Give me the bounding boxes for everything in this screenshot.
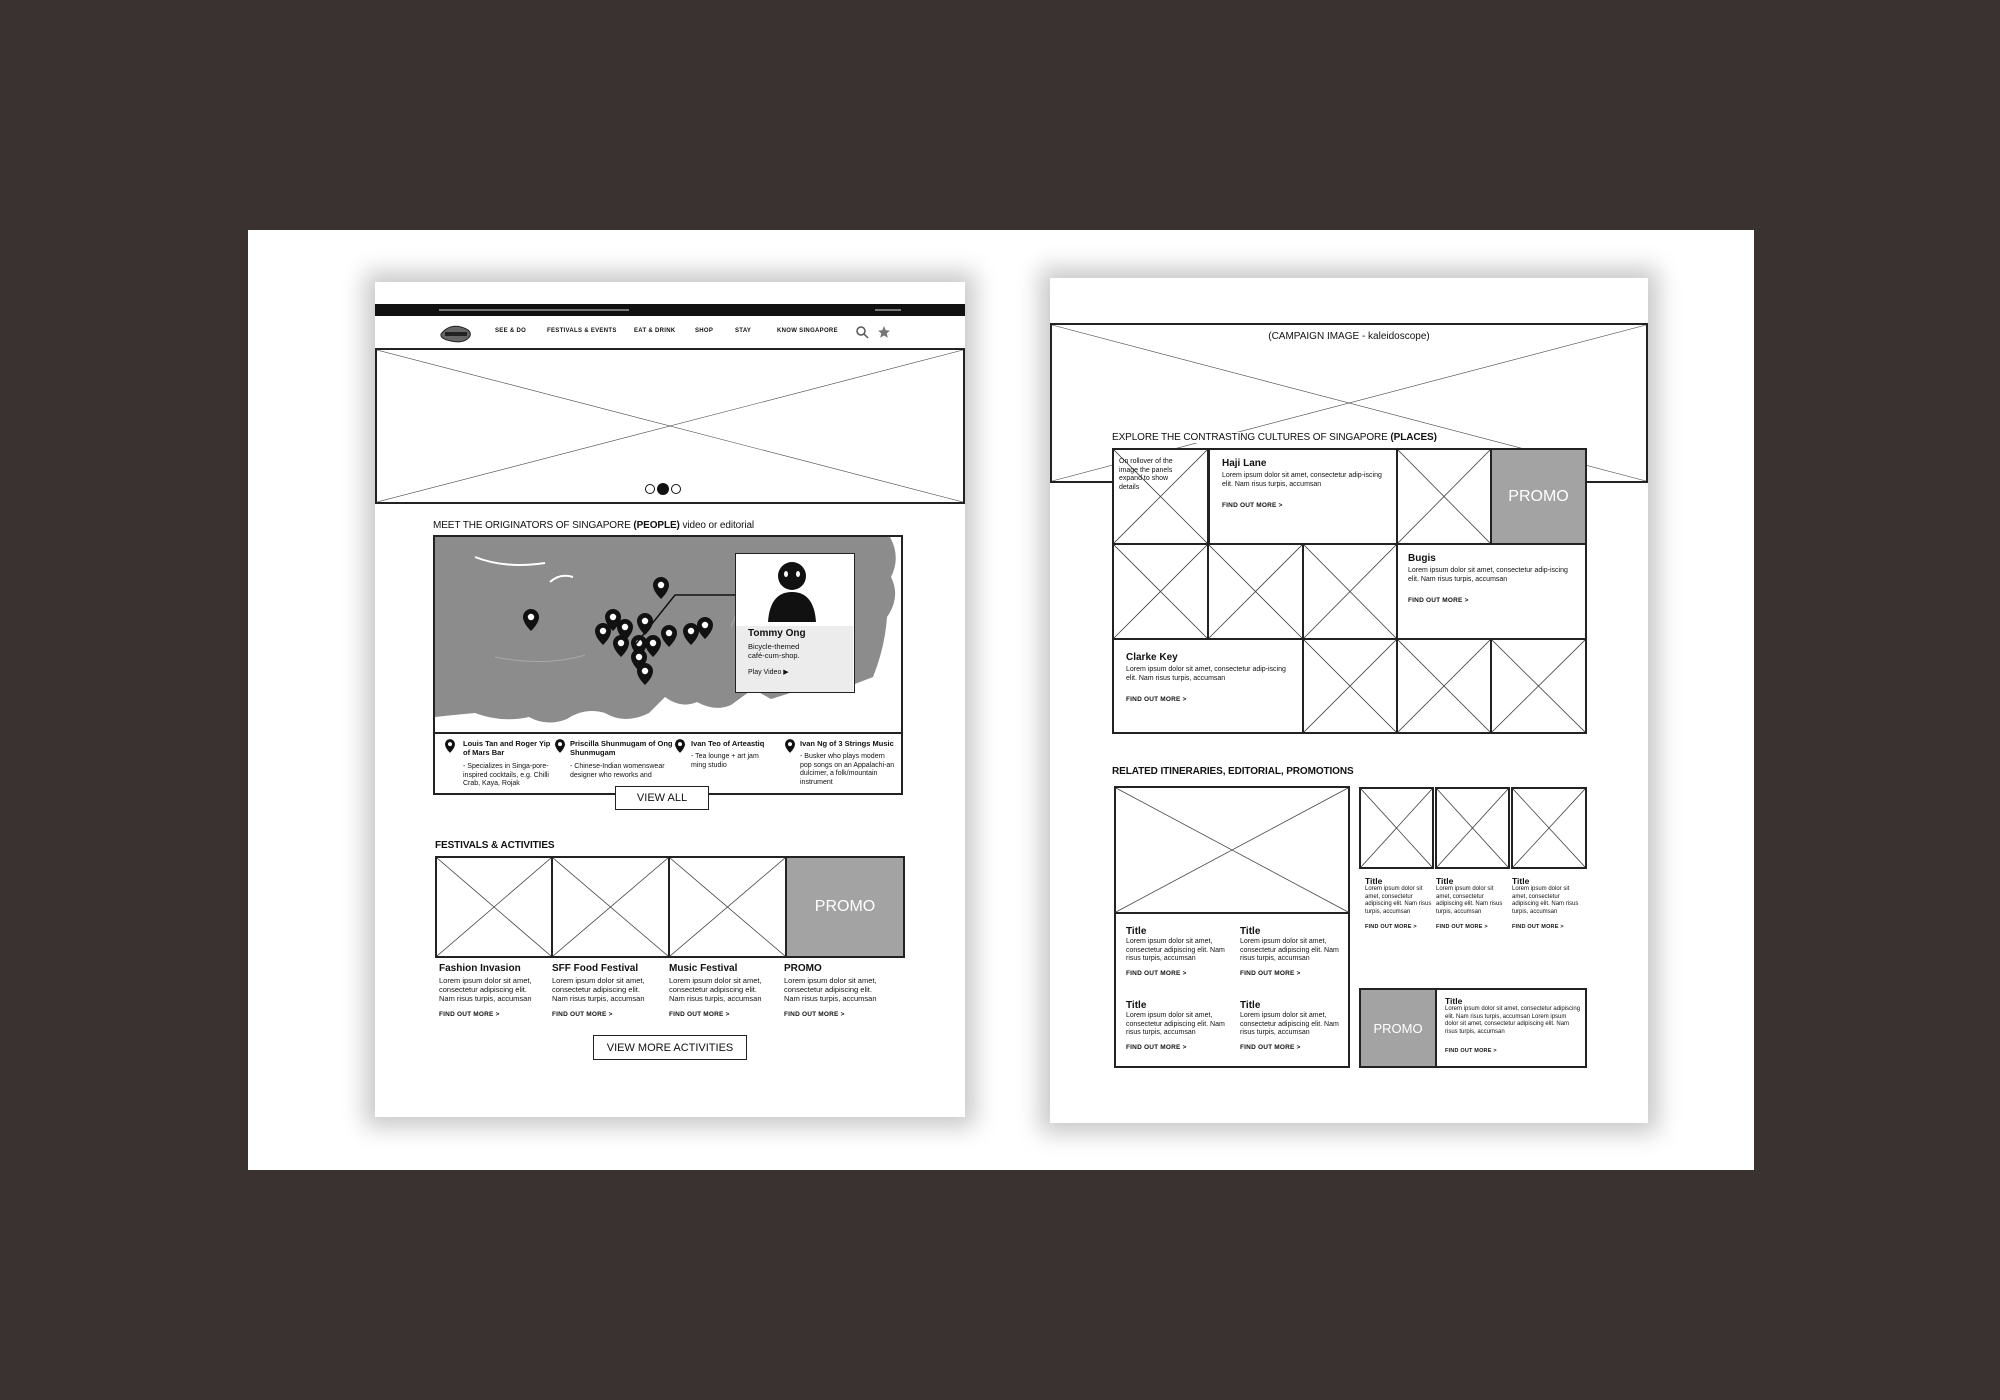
map-pin-icon[interactable] xyxy=(523,609,539,631)
related-section-title: RELATED ITINERARIES, EDITORIAL, PROMOTIONS xyxy=(1112,766,1354,777)
location-name[interactable]: Ivan Teo of Arteastiq xyxy=(691,739,765,748)
related-item-body: Lorem ipsum dolor sit amet, consectetur adipiscing elit. Nam risus turpis, accumsan Lorem ipsum dolor sit amet, consectetur adipiscing elit. Nam risus turpis, accumsan xyxy=(1445,1006,1581,1035)
related-thumb-placeholder[interactable] xyxy=(1435,787,1510,869)
location-description: - Busker who plays modern pop songs on an Appalachi-an dulcimer, a folk/mountain instrument xyxy=(800,753,895,786)
related-item-title: Title xyxy=(1126,926,1147,937)
hero-image-placeholder xyxy=(375,348,965,504)
festival-card-title: PROMO xyxy=(784,963,822,974)
related-item-title: Title xyxy=(1240,926,1261,937)
place-card-clarke-key[interactable] xyxy=(1112,638,1304,734)
festival-image-placeholder[interactable] xyxy=(435,856,553,958)
place-card-body: Lorem ipsum dolor sit amet, consectetur adip-iscing elit. Nam risus turpis, accumsan xyxy=(1222,472,1382,488)
find-out-more-link[interactable]: FIND OUT MORE > xyxy=(439,1011,500,1018)
related-small-item[interactable] xyxy=(1512,876,1582,936)
beta-banner xyxy=(375,304,965,316)
find-out-more-link[interactable]: FIND OUT MORE > xyxy=(1436,924,1488,930)
festival-card-title: SFF Food Festival xyxy=(552,963,639,974)
related-thumb-placeholder[interactable] xyxy=(1359,787,1434,869)
related-item-title: Title xyxy=(1512,876,1530,886)
related-small-item[interactable] xyxy=(1365,876,1435,936)
find-out-more-link[interactable]: FIND OUT MORE > xyxy=(1126,1044,1187,1051)
place-card-bugis[interactable] xyxy=(1396,543,1587,640)
festival-card[interactable] xyxy=(784,963,896,1023)
related-promo-strip[interactable] xyxy=(1359,988,1587,1068)
location-pin-icon xyxy=(555,739,565,753)
festival-card[interactable] xyxy=(439,963,551,1023)
related-item[interactable] xyxy=(1126,926,1232,986)
related-item-body: Lorem ipsum dolor sit amet, consectetur adipiscing elit. Nam risus turpis, accumsan xyxy=(1365,886,1432,915)
profile-card[interactable] xyxy=(735,553,855,693)
find-out-more-link[interactable]: FIND OUT MORE > xyxy=(1222,502,1283,509)
nav-item[interactable]: SEE & DO xyxy=(495,328,527,334)
profile-description: Bicycle-themed café-cum-shop. xyxy=(748,642,800,660)
places-promo-tile[interactable]: PROMO xyxy=(1490,448,1587,545)
festival-image-row xyxy=(435,856,903,958)
related-item-title: Title xyxy=(1365,876,1383,886)
map-pin-icon[interactable] xyxy=(613,635,629,657)
place-image-placeholder[interactable] xyxy=(1207,543,1304,640)
related-item-title: Title xyxy=(1436,876,1454,886)
location-pin-icon xyxy=(785,739,795,753)
find-out-more-link[interactable]: FIND OUT MORE > xyxy=(1126,696,1187,703)
search-icon[interactable] xyxy=(855,325,869,339)
related-small-item[interactable] xyxy=(1436,876,1506,936)
find-out-more-link[interactable]: FIND OUT MORE > xyxy=(784,1011,845,1018)
location-pin-icon xyxy=(445,739,455,753)
festival-image-placeholder[interactable] xyxy=(551,856,670,958)
homepage-wireframe xyxy=(375,282,965,1117)
related-promo-tile[interactable]: PROMO xyxy=(1359,988,1437,1068)
place-card-body: Lorem ipsum dolor sit amet, consectetur adip-iscing elit. Nam risus turpis, accumsan xyxy=(1408,567,1568,583)
profile-name: Tommy Ong xyxy=(748,628,806,639)
find-out-more-link[interactable]: FIND OUT MORE > xyxy=(1445,1048,1497,1054)
related-feature-panel xyxy=(1114,786,1350,1068)
find-out-more-link[interactable]: FIND OUT MORE > xyxy=(1240,970,1301,977)
related-item-title: Title xyxy=(1445,996,1463,1006)
places-section-title: EXPLORE THE CONTRASTING CULTURES OF SINGAPORE (PLACES) xyxy=(1112,432,1437,443)
related-item[interactable] xyxy=(1240,926,1346,986)
find-out-more-link[interactable]: FIND OUT MORE > xyxy=(1365,924,1417,930)
place-image-placeholder[interactable] xyxy=(1490,638,1587,734)
location-name[interactable]: Priscilla Shunmugam of Ong Shunmugam xyxy=(570,739,673,757)
location-name[interactable]: Louis Tan and Roger Yip of Mars Bar xyxy=(463,739,551,757)
related-item-body: Lorem ipsum dolor sit amet, consectetur adipiscing elit. Nam risus turpis, accumsan xyxy=(1240,938,1339,962)
related-item[interactable] xyxy=(1240,1000,1346,1060)
location-description: - Specializes in Singa-pore-inspired cocktails, e.g. Chilli Crab, Kaya, Rojak xyxy=(463,763,549,787)
nav-item[interactable]: SHOP xyxy=(695,328,714,334)
place-card-haji-lane[interactable] xyxy=(1208,448,1398,545)
people-section-title: MEET THE ORIGINATORS OF SINGAPORE (PEOPLE) video or editorial xyxy=(433,520,755,531)
main-nav xyxy=(495,328,855,340)
place-image-placeholder[interactable] xyxy=(1112,543,1209,640)
view-more-activities-button[interactable]: VIEW MORE ACTIVITIES xyxy=(593,1035,747,1060)
find-out-more-link[interactable]: FIND OUT MORE > xyxy=(1512,924,1564,930)
person-avatar-icon xyxy=(762,558,822,622)
rollover-note: On rollover of the image the panels expand to show details xyxy=(1119,458,1173,491)
location-name[interactable]: Ivan Ng of 3 Strings Music xyxy=(800,739,894,748)
place-image-placeholder[interactable] xyxy=(1112,448,1209,545)
place-card-title: Clarke Key xyxy=(1126,652,1178,663)
find-out-more-link[interactable]: FIND OUT MORE > xyxy=(1126,970,1187,977)
place-card-title: Haji Lane xyxy=(1222,458,1267,469)
place-image-placeholder[interactable] xyxy=(1302,638,1398,734)
nav-item[interactable]: FESTIVALS & EVENTS xyxy=(547,328,617,334)
festival-image-placeholder[interactable] xyxy=(668,856,787,958)
related-item-body: Lorem ipsum dolor sit amet, consectetur adipiscing elit. Nam risus turpis, accumsan xyxy=(1126,938,1225,962)
map-pin-icon[interactable] xyxy=(637,663,653,685)
related-item-body: Lorem ipsum dolor sit amet, consectetur adipiscing elit. Nam risus turpis, accumsan xyxy=(1126,1012,1225,1036)
related-item-body: Lorem ipsum dolor sit amet, consectetur adipiscing elit. Nam risus turpis, accumsan xyxy=(1512,886,1579,915)
place-card-body: Lorem ipsum dolor sit amet, consectetur adip-iscing elit. Nam risus turpis, accumsan xyxy=(1126,666,1286,682)
find-out-more-link[interactable]: FIND OUT MORE > xyxy=(669,1011,730,1018)
festivals-section-title: FESTIVALS & ACTIVITIES xyxy=(435,840,555,851)
find-out-more-link[interactable]: FIND OUT MORE > xyxy=(1408,597,1469,604)
carousel-dot[interactable] xyxy=(671,484,681,494)
nav-item[interactable]: EAT & DRINK xyxy=(634,328,676,334)
location-pin-icon xyxy=(675,739,685,753)
find-out-more-link[interactable]: FIND OUT MORE > xyxy=(1240,1044,1301,1051)
related-item-title: Title xyxy=(1240,1000,1261,1011)
carousel-dots xyxy=(643,482,687,496)
festival-card-title: Music Festival xyxy=(669,963,738,974)
festival-card-body: Lorem ipsum dolor sit amet, consectetur adipiscing elit. Nam risus turpis, accumsan xyxy=(784,976,877,1003)
places-wireframe xyxy=(1050,278,1648,1123)
find-out-more-link[interactable]: FIND OUT MORE > xyxy=(552,1011,613,1018)
map-pin-icon[interactable] xyxy=(595,623,611,645)
festival-card[interactable] xyxy=(669,963,781,1023)
places-grid xyxy=(1112,448,1587,734)
related-thumb-placeholder[interactable] xyxy=(1511,787,1587,869)
related-item-title: Title xyxy=(1126,1000,1147,1011)
location-description: - Tea lounge + art jam ming studio xyxy=(691,753,759,769)
nav-item[interactable]: STAY xyxy=(735,328,752,334)
star-icon[interactable] xyxy=(877,325,891,339)
view-all-button[interactable]: VIEW ALL xyxy=(615,786,709,810)
festival-card-body: Lorem ipsum dolor sit amet, consectetur adipiscing elit. Nam risus turpis, accumsan xyxy=(439,976,532,1003)
carousel-dot[interactable] xyxy=(657,483,669,495)
place-image-placeholder[interactable] xyxy=(1396,448,1492,545)
related-item[interactable] xyxy=(1126,1000,1232,1060)
site-logo[interactable] xyxy=(439,324,473,344)
festival-card-body: Lorem ipsum dolor sit amet, consectetur adipiscing elit. Nam risus turpis, accumsan xyxy=(552,976,645,1003)
callout-line xyxy=(635,587,735,647)
location-description: - Chinese-Indian womenswear designer who reworks and xyxy=(570,763,665,779)
place-image-placeholder[interactable] xyxy=(1396,638,1492,734)
nav-item[interactable]: KNOW SINGAPORE xyxy=(777,328,838,334)
carousel-dot[interactable] xyxy=(645,484,655,494)
place-image-placeholder[interactable] xyxy=(1302,543,1398,640)
related-image-placeholder[interactable] xyxy=(1114,786,1350,914)
people-map-panel xyxy=(433,535,903,795)
play-video-link[interactable]: Play Video ▶ xyxy=(748,669,789,676)
festival-card-body: Lorem ipsum dolor sit amet, consectetur adipiscing elit. Nam risus turpis, accumsan xyxy=(669,976,762,1003)
related-item-body: Lorem ipsum dolor sit amet, consectetur adipiscing elit. Nam risus turpis, accumsan xyxy=(1436,886,1503,915)
festival-card-title: Fashion Invasion xyxy=(439,963,521,974)
campaign-image-label: (CAMPAIGN IMAGE - kaleidoscope) xyxy=(1268,331,1430,342)
related-item-body: Lorem ipsum dolor sit amet, consectetur adipiscing elit. Nam risus turpis, accumsan xyxy=(1240,1012,1339,1036)
play-icon: ▶ xyxy=(783,669,789,676)
festival-card[interactable] xyxy=(552,963,664,1023)
festival-promo-tile[interactable]: PROMO xyxy=(785,856,905,958)
place-card-title: Bugis xyxy=(1408,553,1436,564)
